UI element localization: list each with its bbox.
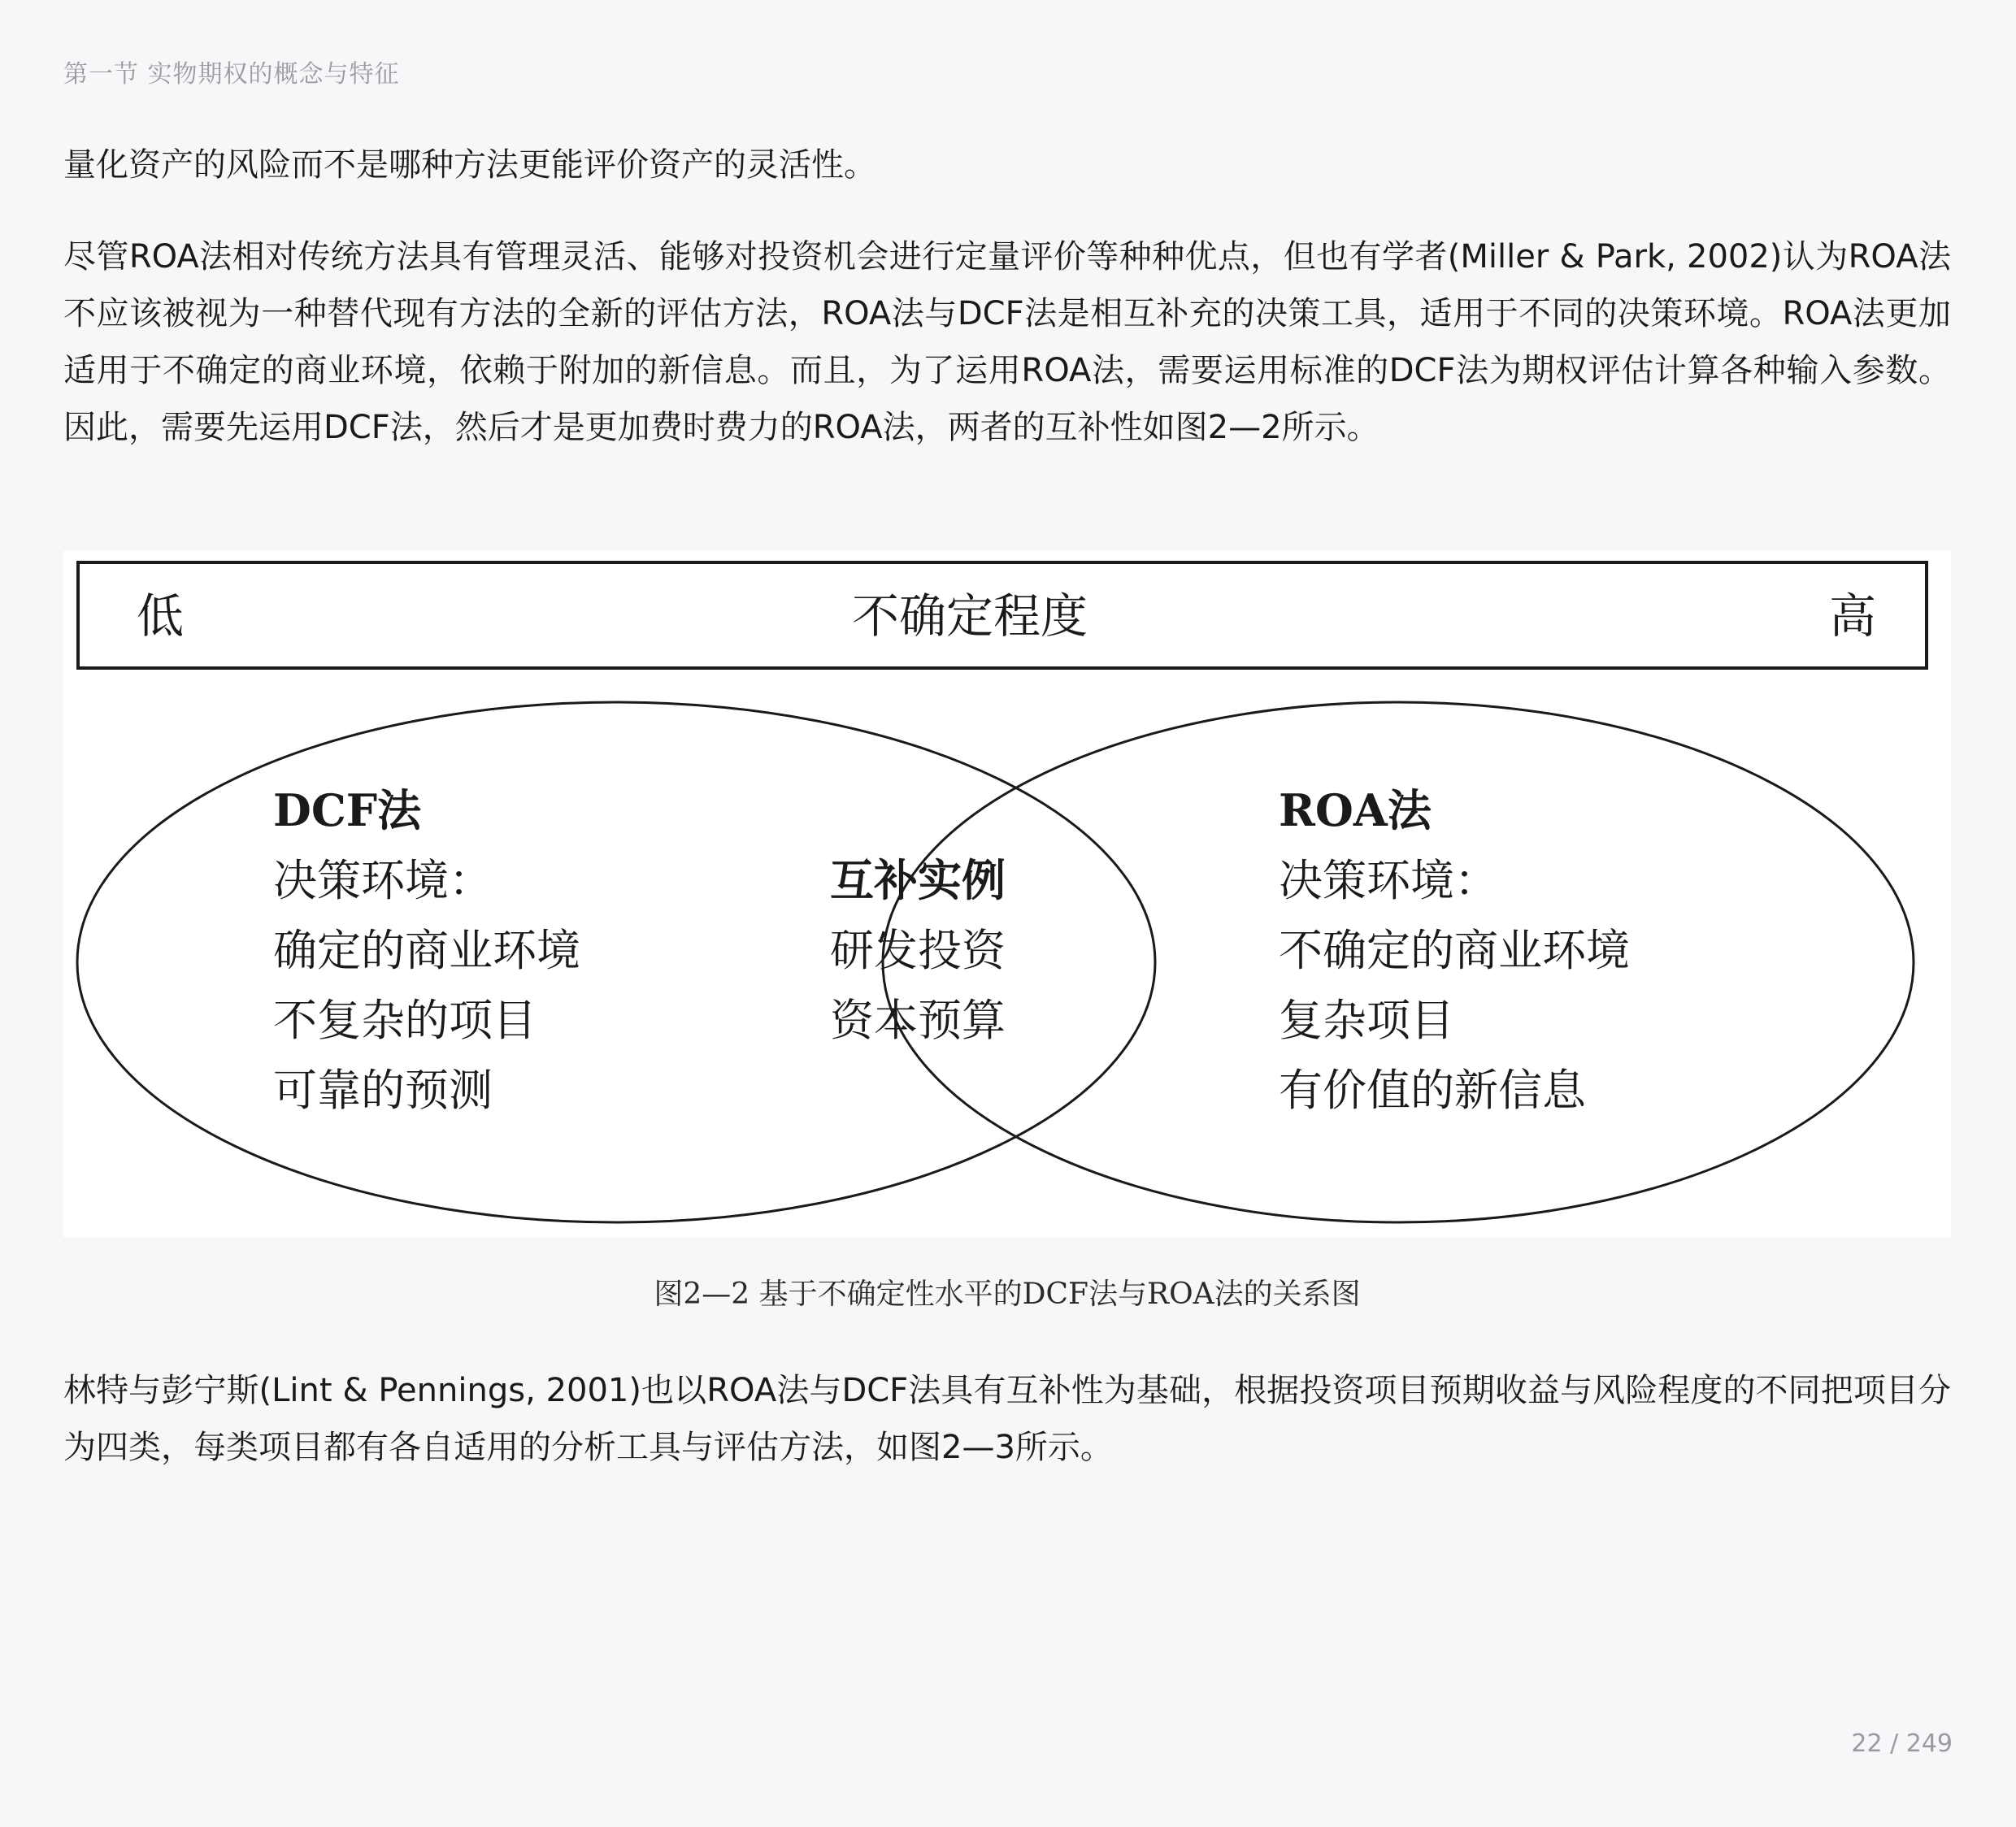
- overlap-line-1: 研发投资: [830, 925, 1006, 976]
- dcf-line-4: 可靠的预测: [273, 1065, 493, 1116]
- roa-line-1: 决策环境：: [1279, 855, 1498, 906]
- roa-title: ROA法: [1279, 784, 1432, 836]
- paragraph-2: 尽管ROA法相对传统方法具有管理灵活、能够对投资机会进行定量评价等种种优点，但也有学者(Miller & Park, 2002)认为ROA法不应该被视为一种替代现有方法的全新的评估方法，ROA法与DCF法是相互补充的决策工具，适用于不同的决策环境。ROA法更加适用于不确定的商业环境，依赖于附加的新信息。而且，为了运用ROA法，需要运用标准的DCF法为期权评估计算各种输入参数。因此，需要先运用DCF法，然后才是更加费时费力的ROA法，两者的互补性如图2—2所示。: [63, 238, 1951, 446]
- figure-caption: 图2—2 基于不确定性水平的DCF法与ROA法的关系图: [654, 1278, 1361, 1311]
- dcf-line-1: 决策环境：: [273, 855, 493, 906]
- scale-high-label: 高: [1828, 588, 1876, 644]
- roa-line-4: 有价值的新信息: [1279, 1065, 1586, 1116]
- page-number: 22 / 249: [1851, 1729, 1953, 1758]
- roa-line-3: 复杂项目: [1279, 995, 1454, 1046]
- overlap-line-2: 资本预算: [830, 995, 1006, 1046]
- overlap-title: 互补实例: [830, 854, 1006, 906]
- dcf-line-2: 确定的商业环境: [273, 925, 580, 976]
- chapter-header: 第一节 实物期权的概念与特征: [63, 60, 400, 89]
- dcf-line-3: 不复杂的项目: [273, 995, 537, 1046]
- scale-title: 不确定程度: [851, 588, 1088, 644]
- paragraph-3: 林特与彭宁斯(Lint & Pennings, 2001)也以ROA法与DCF法具有互补性为基础，根据投资项目预期收益与风险程度的不同把项目分为四类，每类项目都有各自适用的分析工具与评估方法，如图2—3所示。: [63, 1372, 1951, 1466]
- scale-low-label: 低: [137, 588, 185, 644]
- paragraph-1: 量化资产的风险而不是哪种方法更能评价资产的灵活性。: [63, 146, 876, 184]
- dcf-title: DCF法: [273, 784, 422, 836]
- roa-line-2: 不确定的商业环境: [1279, 925, 1630, 976]
- venn-diagram: [63, 551, 1951, 1237]
- figure-2-2: [63, 551, 1951, 1237]
